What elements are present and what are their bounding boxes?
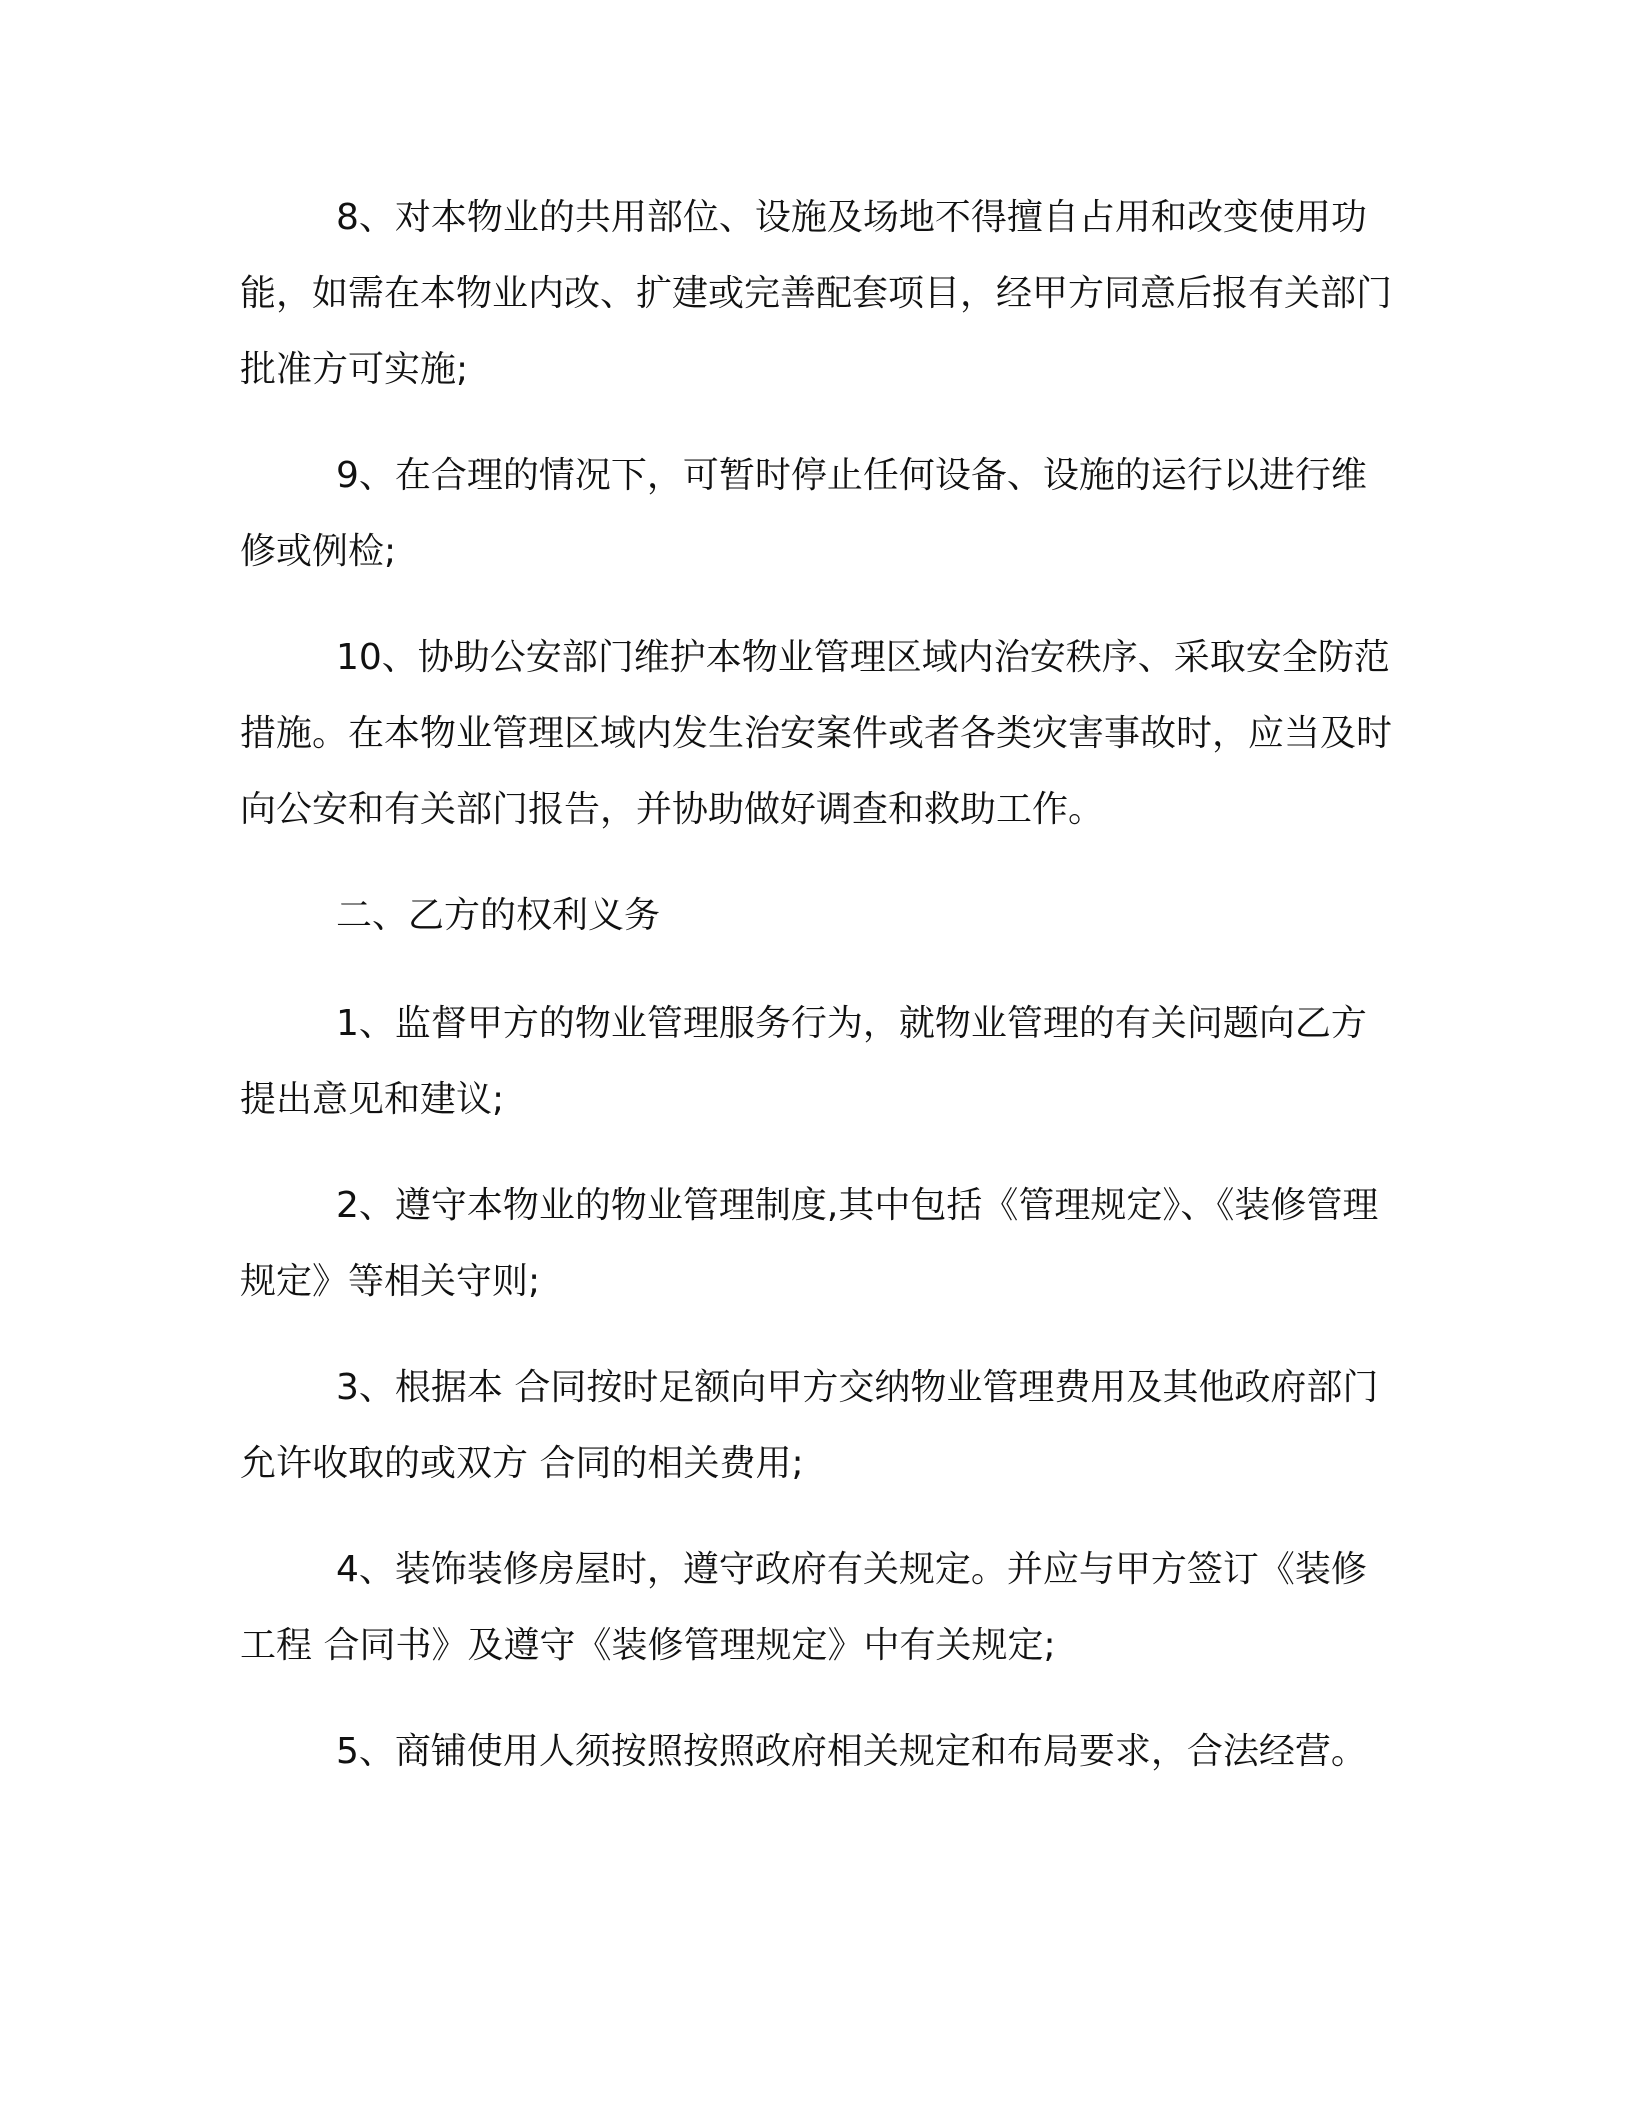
clause-5-paragraph: 5、商铺使用人须按照按照政府相关规定和布局要求，合法经营。 <box>336 1731 1367 1772</box>
clause-9-paragraph: 9、在合理的情况下，可暂时停止任何设备、设施的运行以进行维修或例检; <box>240 455 1367 572</box>
clause-4-paragraph: 4、装饰装修房屋时，遵守政府有关规定。并应与甲方签订《装修工程 合同书》及遵守《装修管理规定》中有关规定; <box>240 1549 1367 1666</box>
section-heading: 二、乙方的权利义务 <box>336 895 661 936</box>
clause-8-paragraph: 8、对本物业的共用部位、设施及场地不得擅自占用和改变使用功能，如需在本物业内改、扩建或完善配套项目，经甲方同意后报有关部门批准方可实施; <box>240 197 1393 390</box>
clause-10-paragraph: 10、协助公安部门维护本物业管理区域内治安秩序、采取安全防范措施。在本物业管理区域内发生治安案件或者各类灾害事故时，应当及时向公安和有关部门报告，并协助做好调查和救助工作。 <box>240 637 1393 830</box>
clause-1-paragraph: 1、监督甲方的物业管理服务行为，就物业管理的有关问题向乙方提出意见和建议; <box>240 1003 1367 1120</box>
clause-3-paragraph: 3、根据本 合同按时足额向甲方交纳物业管理费用及其他政府部门允许收取的或双方 合同的相关费用; <box>240 1367 1379 1484</box>
clause-2-paragraph: 2、遵守本物业的物业管理制度,其中包括《管理规定》、《装修管理规定》等相关守则; <box>240 1185 1379 1302</box>
